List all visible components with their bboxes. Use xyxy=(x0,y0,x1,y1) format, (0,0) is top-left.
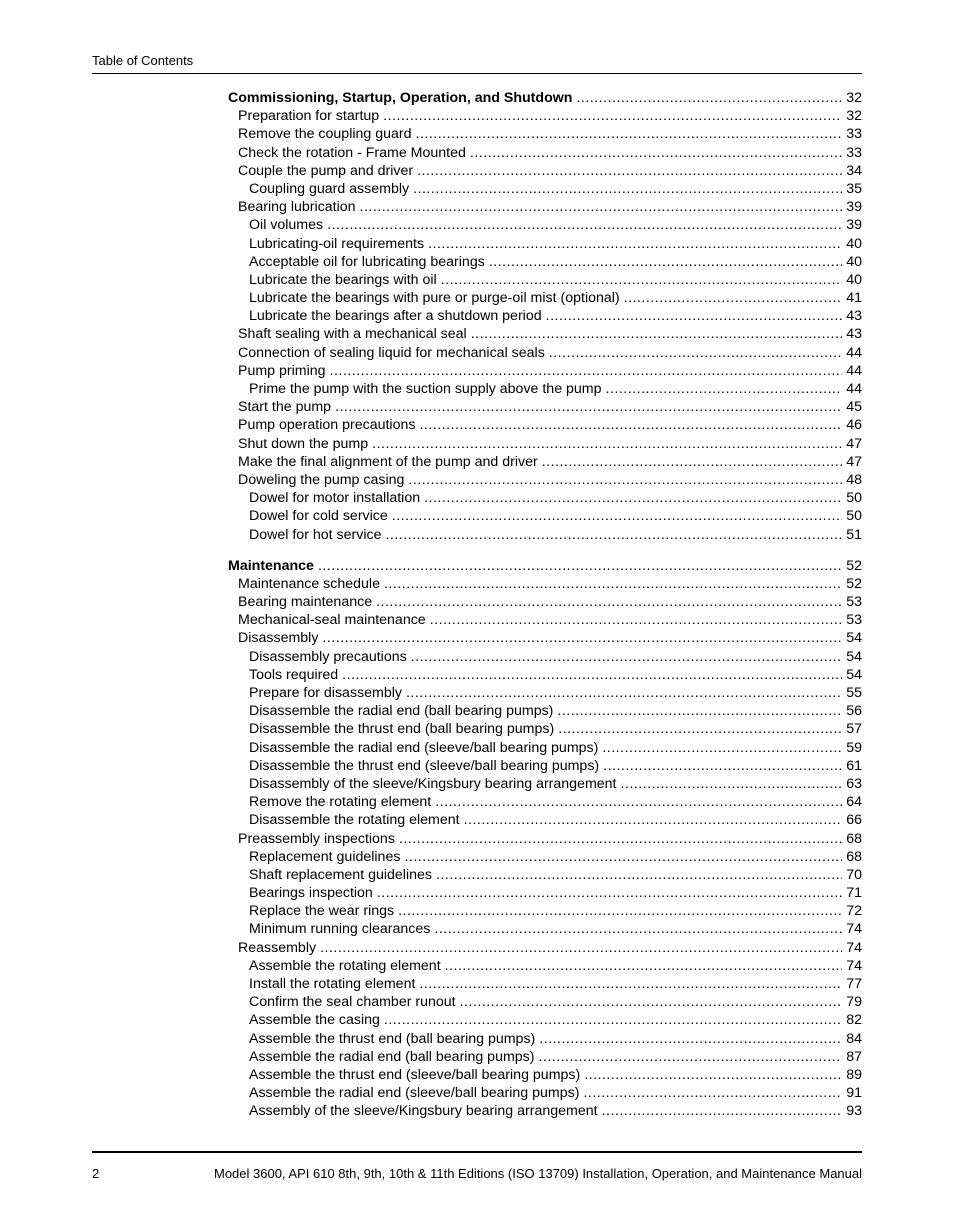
toc-entry-page: 74 xyxy=(846,957,862,974)
header-rule xyxy=(92,73,862,74)
toc-entry-title: Assemble the thrust end (sleeve/ball bearing pumps) xyxy=(249,1066,581,1083)
toc-entry[interactable] xyxy=(228,920,862,938)
dot-leader xyxy=(330,362,843,380)
dot-leader xyxy=(383,107,842,125)
toc-entry-page: 40 xyxy=(846,235,862,252)
toc-entry-page: 47 xyxy=(846,453,862,470)
toc-entry[interactable] xyxy=(228,144,862,162)
toc-entry[interactable] xyxy=(228,453,862,471)
toc-entry-title: Install the rotating element xyxy=(249,976,416,992)
toc-entry[interactable] xyxy=(228,793,862,811)
footer-rule xyxy=(92,1151,862,1153)
toc-entry-page: 66 xyxy=(846,812,862,829)
dot-leader xyxy=(419,416,842,434)
toc-entry-page: 32 xyxy=(846,108,862,125)
toc-entry-title: Replace the wear rings xyxy=(249,903,395,920)
toc-entry-title: Remove the coupling guard xyxy=(238,126,412,143)
toc-entry-title: Coupling guard assembly xyxy=(249,180,410,197)
toc-entry-title: Assemble the thrust end (ball bearing pumps) xyxy=(249,1030,536,1047)
toc-entry-title: Disassembly xyxy=(238,630,319,647)
dot-leader xyxy=(464,811,843,829)
toc-entry-title: Make the final alignment of the pump and driver xyxy=(238,453,538,470)
toc-entry-page: 54 xyxy=(846,666,862,683)
dot-leader xyxy=(583,1084,842,1102)
toc-entry-page: 43 xyxy=(846,308,862,325)
toc-entry-title: Shaft replacement guidelines xyxy=(249,866,432,883)
dot-leader xyxy=(318,557,842,575)
toc-entry-page: 53 xyxy=(846,612,862,629)
toc-entry-page: 72 xyxy=(846,903,862,920)
toc-entry[interactable] xyxy=(228,1102,862,1120)
toc-entry-page: 35 xyxy=(846,180,862,197)
toc-entry-page: 57 xyxy=(846,721,862,738)
dot-leader xyxy=(576,89,842,107)
toc-entry[interactable] xyxy=(228,775,862,793)
toc-entry-page: 39 xyxy=(846,217,862,234)
toc-entry-page: 39 xyxy=(846,199,862,216)
toc-entry-page: 44 xyxy=(846,381,862,397)
toc-entry[interactable] xyxy=(228,611,862,629)
dot-leader xyxy=(417,162,842,180)
toc-entry[interactable] xyxy=(228,235,862,253)
toc-entry-page: 51 xyxy=(846,526,862,543)
toc-entry[interactable] xyxy=(228,1066,862,1084)
toc-entry[interactable] xyxy=(228,180,862,198)
dot-leader xyxy=(584,1066,842,1084)
toc-entry-title: Disassemble the radial end (sleeve/ball bearing pumps) xyxy=(249,739,599,756)
dot-leader xyxy=(434,920,842,938)
toc-entry-page: 56 xyxy=(846,703,862,720)
toc-entry-title: Assemble the rotating element xyxy=(249,957,441,974)
dot-leader xyxy=(372,435,842,453)
toc-entry-page: 41 xyxy=(846,290,862,307)
toc-entry[interactable] xyxy=(228,811,862,829)
toc-entry-title: Tools required xyxy=(249,666,339,683)
toc-entry-page: 33 xyxy=(846,144,862,161)
toc-entry-page: 84 xyxy=(846,1030,862,1047)
toc-entry-title: Bearing lubrication xyxy=(238,199,356,216)
toc-entry[interactable] xyxy=(228,344,862,362)
toc-entry-title: Connection of sealing liquid for mechanical seals xyxy=(238,344,545,361)
toc-entry[interactable] xyxy=(228,1030,862,1048)
dot-leader xyxy=(322,629,842,647)
toc-entry-page: 54 xyxy=(846,648,862,665)
toc-entry-title: Maintenance schedule xyxy=(238,575,380,592)
toc-entry-title: Prime the pump with the suction supply above the pump xyxy=(249,381,602,397)
toc-entry-title: Remove the rotating element xyxy=(249,794,432,811)
toc-entry-page: 87 xyxy=(846,1048,862,1065)
dot-leader xyxy=(489,253,842,271)
toc-entry-page: 70 xyxy=(846,866,862,883)
toc-entry[interactable] xyxy=(228,507,862,525)
toc-entry[interactable] xyxy=(228,866,862,884)
running-header: Table of Contents xyxy=(92,53,194,68)
toc-entry-page: 47 xyxy=(846,435,862,452)
toc-section xyxy=(228,89,862,544)
dot-leader xyxy=(413,180,842,198)
dot-leader xyxy=(624,289,843,307)
dot-leader xyxy=(327,216,842,234)
toc-entry-page: 68 xyxy=(846,848,862,865)
table-of-contents xyxy=(228,89,862,1121)
dot-leader xyxy=(377,884,842,902)
toc-entry-title: Oil volumes xyxy=(249,217,324,234)
toc-entry-title: Preassembly inspections xyxy=(238,830,395,847)
toc-entry-title: Lubricate the bearings with oil xyxy=(249,271,437,288)
toc-entry-page: 34 xyxy=(846,162,862,179)
dot-leader xyxy=(398,902,842,920)
dot-leader xyxy=(424,489,842,507)
toc-entry[interactable] xyxy=(228,216,862,234)
dot-leader xyxy=(602,1102,843,1120)
dot-leader xyxy=(399,830,842,848)
toc-entry-page: 89 xyxy=(846,1066,862,1083)
dot-leader xyxy=(411,648,843,666)
toc-entry-title: Couple the pump and driver xyxy=(238,162,414,179)
toc-entry[interactable] xyxy=(228,666,862,684)
toc-entry[interactable] xyxy=(228,398,862,416)
dot-leader xyxy=(549,344,842,362)
toc-entry[interactable] xyxy=(228,107,862,125)
toc-entry[interactable] xyxy=(228,271,862,289)
dot-leader xyxy=(470,144,842,162)
toc-entry-title: Assemble the casing xyxy=(249,1012,380,1029)
toc-entry-page: 79 xyxy=(846,994,862,1011)
toc-entry-page: 53 xyxy=(846,594,862,611)
toc-entry[interactable] xyxy=(228,253,862,271)
toc-entry-title: Lubricate the bearings after a shutdown period xyxy=(249,308,542,325)
dot-leader xyxy=(408,471,842,489)
toc-entry-title: Disassemble the rotating element xyxy=(249,812,460,829)
toc-entry-title: Preparation for startup xyxy=(238,108,380,125)
dot-leader xyxy=(404,848,842,866)
toc-entry-page: 77 xyxy=(846,976,862,992)
toc-entry[interactable] xyxy=(228,1048,862,1066)
toc-entry[interactable] xyxy=(228,362,862,380)
dot-leader xyxy=(342,666,842,684)
dot-leader xyxy=(376,593,842,611)
toc-entry[interactable] xyxy=(228,902,862,920)
toc-entry-page: 52 xyxy=(846,575,862,592)
toc-entry-title: Disassembly of the sleeve/Kingsbury bearing arrangement xyxy=(249,775,617,792)
toc-entry-title: Doweling the pump casing xyxy=(238,471,405,488)
toc-entry-title: Start the pump xyxy=(238,399,332,416)
toc-entry[interactable] xyxy=(228,575,862,593)
toc-entry-page: 91 xyxy=(846,1085,862,1102)
toc-chapter-entry[interactable] xyxy=(228,89,862,107)
toc-entry-title: Dowel for motor installation xyxy=(249,490,421,507)
toc-entry-title: Check the rotation - Frame Mounted xyxy=(238,144,466,161)
toc-entry-page: 43 xyxy=(846,326,862,343)
dot-leader xyxy=(460,993,843,1011)
toc-entry[interactable] xyxy=(228,593,862,611)
toc-entry-page: 63 xyxy=(846,775,862,792)
toc-entry-title: Shut down the pump xyxy=(238,435,369,452)
toc-entry-title: Commissioning, Startup, Operation, and Shutdown xyxy=(228,90,573,106)
toc-entry-title: Pump operation precautions xyxy=(238,417,416,434)
toc-entry-title: Shaft sealing with a mechanical seal xyxy=(238,326,467,343)
toc-entry[interactable] xyxy=(228,884,862,902)
toc-entry-title: Assembly of the sleeve/Kingsbury bearing arrangement xyxy=(249,1103,598,1120)
dot-leader xyxy=(428,235,842,253)
toc-entry-title: Assemble the radial end (sleeve/ball bearing pumps) xyxy=(249,1085,580,1102)
toc-entry[interactable] xyxy=(228,830,862,848)
dot-leader xyxy=(406,684,842,702)
toc-entry-page: 33 xyxy=(846,126,862,143)
toc-entry[interactable] xyxy=(228,684,862,702)
toc-entry[interactable] xyxy=(228,975,862,993)
toc-entry[interactable] xyxy=(228,125,862,143)
toc-entry-title: Bearing maintenance xyxy=(238,594,373,611)
dot-leader xyxy=(445,957,843,975)
toc-entry-title: Bearings inspection xyxy=(249,885,373,902)
toc-entry-title: Replacement guidelines xyxy=(249,848,401,865)
toc-entry-page: 40 xyxy=(846,271,862,288)
dot-leader xyxy=(392,507,842,525)
toc-entry[interactable] xyxy=(228,435,862,453)
toc-entry-title: Disassemble the radial end (ball bearing pumps) xyxy=(249,703,554,720)
toc-entry[interactable] xyxy=(228,720,862,738)
toc-entry-page: 59 xyxy=(846,739,862,756)
toc-entry[interactable] xyxy=(228,702,862,720)
toc-entry-page: 50 xyxy=(846,508,862,525)
dot-leader xyxy=(435,793,842,811)
toc-entry-title: Dowel for hot service xyxy=(249,526,382,543)
toc-entry[interactable] xyxy=(228,739,862,757)
toc-entry[interactable] xyxy=(228,198,862,216)
toc-entry-page: 32 xyxy=(846,90,862,106)
toc-entry-page: 40 xyxy=(846,253,862,270)
footer-document-title: Model 3600, API 610 8th, 9th, 10th & 11th Editions (ISO 13709) Installation, Operation, and Maintenance Manual xyxy=(213,1166,862,1181)
dot-leader xyxy=(441,271,843,289)
toc-entry-page: 74 xyxy=(846,939,862,956)
toc-entry[interactable] xyxy=(228,162,862,180)
toc-entry-page: 54 xyxy=(846,630,862,647)
dot-leader xyxy=(385,526,842,544)
dot-leader xyxy=(539,1030,842,1048)
toc-entry-page: 50 xyxy=(846,490,862,507)
toc-entry[interactable] xyxy=(228,380,862,398)
toc-entry-title: Lubricating-oil requirements xyxy=(249,235,425,252)
dot-leader xyxy=(558,720,842,738)
dot-leader xyxy=(546,307,843,325)
toc-entry-title: Confirm the seal chamber runout xyxy=(249,994,456,1011)
dot-leader xyxy=(384,1011,842,1029)
toc-entry-page: 71 xyxy=(846,885,862,902)
toc-entry-title: Acceptable oil for lubricating bearings xyxy=(249,253,485,270)
toc-entry[interactable] xyxy=(228,629,862,647)
toc-entry-title: Pump priming xyxy=(238,362,326,379)
toc-entry-page: 44 xyxy=(846,344,862,361)
dot-leader xyxy=(538,1048,842,1066)
toc-entry-page: 46 xyxy=(846,417,862,434)
toc-entry-title: Disassemble the thrust end (ball bearing pumps) xyxy=(249,721,555,738)
toc-entry[interactable] xyxy=(228,939,862,957)
toc-entry-page: 44 xyxy=(846,362,862,379)
toc-entry[interactable] xyxy=(228,416,862,434)
toc-entry[interactable] xyxy=(228,1011,862,1029)
toc-entry-page: 61 xyxy=(846,757,862,774)
toc-entry-page: 82 xyxy=(846,1012,862,1029)
toc-entry[interactable] xyxy=(228,325,862,343)
dot-leader xyxy=(621,775,843,793)
toc-entry[interactable] xyxy=(228,848,862,866)
dot-leader xyxy=(602,739,842,757)
toc-entry-title: Minimum running clearances xyxy=(249,921,431,938)
toc-entry-title: Disassembly precautions xyxy=(249,648,407,665)
toc-entry-page: 55 xyxy=(846,685,862,701)
toc-section xyxy=(228,557,862,1121)
dot-leader xyxy=(430,611,843,629)
dot-leader xyxy=(335,398,842,416)
dot-leader xyxy=(416,125,843,143)
toc-entry[interactable] xyxy=(228,757,862,775)
toc-entry-title: Prepare for disassembly xyxy=(249,685,402,701)
toc-entry-page: 52 xyxy=(846,557,862,574)
toc-entry[interactable] xyxy=(228,957,862,975)
dot-leader xyxy=(603,757,842,775)
dot-leader xyxy=(436,866,842,884)
dot-leader xyxy=(320,939,842,957)
toc-entry-page: 48 xyxy=(846,471,862,488)
dot-leader xyxy=(557,702,842,720)
toc-entry[interactable] xyxy=(228,993,862,1011)
toc-entry-page: 74 xyxy=(846,921,862,938)
toc-entry-page: 68 xyxy=(846,830,862,847)
dot-leader xyxy=(606,380,843,398)
toc-entry[interactable] xyxy=(228,471,862,489)
toc-entry[interactable] xyxy=(228,526,862,544)
dot-leader xyxy=(419,975,842,993)
dot-leader xyxy=(542,453,843,471)
toc-entry[interactable] xyxy=(228,307,862,325)
toc-chapter-entry[interactable] xyxy=(228,557,862,575)
dot-leader xyxy=(360,198,843,216)
toc-entry-title: Assemble the radial end (ball bearing pumps) xyxy=(249,1048,535,1065)
toc-entry-title: Lubricate the bearings with pure or purge-oil mist (optional) xyxy=(249,290,620,307)
toc-entry-title: Maintenance xyxy=(228,557,314,574)
footer-page-number: 2 xyxy=(92,1166,100,1181)
dot-leader xyxy=(471,325,843,343)
toc-entry[interactable] xyxy=(228,648,862,666)
toc-entry[interactable] xyxy=(228,289,862,307)
toc-entry-page: 45 xyxy=(846,399,862,416)
toc-entry-page: 93 xyxy=(846,1103,862,1120)
toc-entry-title: Mechanical-seal maintenance xyxy=(238,612,426,629)
toc-entry-title: Reassembly xyxy=(238,939,317,956)
toc-entry-title: Disassemble the thrust end (sleeve/ball bearing pumps) xyxy=(249,757,600,774)
toc-entry[interactable] xyxy=(228,1084,862,1102)
toc-entry-page: 64 xyxy=(846,794,862,811)
dot-leader xyxy=(384,575,842,593)
toc-entry[interactable] xyxy=(228,489,862,507)
toc-entry-title: Dowel for cold service xyxy=(249,508,388,525)
